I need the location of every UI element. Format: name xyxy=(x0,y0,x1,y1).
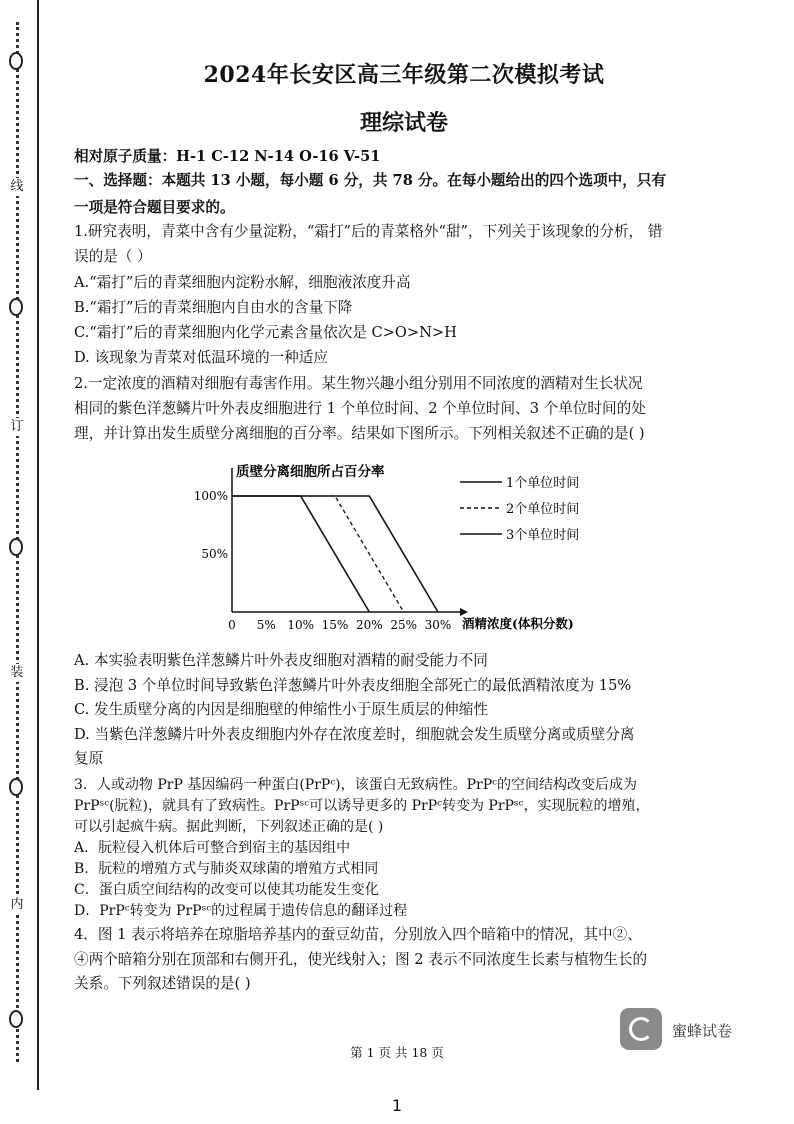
legend-label-2: 2个单位时间 xyxy=(506,502,580,517)
q2-option-a: A. 本实验表明紫色洋葱鳞片叶外表皮细胞对酒精的耐受能力不同 xyxy=(74,652,488,669)
binding-circle-icon xyxy=(9,538,23,556)
atomic-mass-line: 相对原子质量：H-1 C-12 N-14 O-16 V-51 xyxy=(74,148,381,165)
binding-label-ding: 订 xyxy=(6,418,28,436)
watermark-text: 蜜蜂试卷 xyxy=(672,1022,733,1040)
binding-circle-icon xyxy=(9,1010,23,1028)
q2-stem-line2: 相同的紫色洋葱鳞片叶外表皮细胞进行 1 个单位时间、2 个单位时间、3 个单位时间的处 xyxy=(74,400,646,417)
x-tick-label: 15% xyxy=(321,618,349,632)
q3-stem-line2: PrPˢᶜ(朊粒)，就具有了致病性。PrPˢᶜ可以诱导更多的 PrPᶜ转变为 PrPˢᶜ，实现朊粒的增殖， xyxy=(74,798,650,814)
x-axis-arrow-icon xyxy=(460,608,468,616)
q1-option-b: B.“霜打”后的青菜细胞内自由水的含量下降 xyxy=(74,299,353,316)
x-tick-label: 5% xyxy=(256,618,276,632)
q1-option-d: D. 该现象为青菜对低温环境的一种适应 xyxy=(74,349,328,366)
q2-stem-line1: 2.一定浓度的酒精对细胞有毒害作用。某生物兴趣小组分别用不同浓度的酒精对生长状况 xyxy=(74,375,643,392)
q1-option-a: A.“霜打”后的青菜细胞内淀粉水解，细胞液浓度升高 xyxy=(74,274,411,291)
q3-option-d: D．PrPᶜ转变为 PrPˢᶜ的过程属于遗传信息的翻译过程 xyxy=(74,903,408,919)
x-tick-label: 0 xyxy=(228,618,236,632)
q1-option-c: C.“霜打”后的青菜细胞内化学元素含量依次是 C>O>N>H xyxy=(74,324,457,341)
q1-stem-line1: 1.研究表明，青菜中含有少量淀粉，“霜打”后的青菜格外“甜”，下列关于该现象的分析， 错 xyxy=(74,223,663,240)
exam-subtitle: 理综试卷 xyxy=(359,110,448,136)
section-intro-line1: 一、选择题：本题共 13 小题，每小题 6 分，共 78 分。在每小题给出的四个选项中，只有 xyxy=(74,172,667,189)
binding-margin xyxy=(0,0,40,1124)
y-tick-label: 50% xyxy=(201,547,228,561)
binding-label-nei: 内 xyxy=(6,896,28,914)
series-line-3 xyxy=(232,496,369,612)
x-tick-label: 25% xyxy=(390,618,418,632)
y-tick-label: 100% xyxy=(193,489,228,503)
q3-stem-line3: 可以引起疯牛病。据此判断，下列叙述正确的是( ) xyxy=(74,819,384,835)
binding-circle-icon xyxy=(9,52,23,70)
q3-option-c: C．蛋白质空间结构的改变可以使其功能发生变化 xyxy=(74,882,379,898)
binding-circle-icon xyxy=(9,298,23,316)
legend-label-1: 1个单位时间 xyxy=(506,476,580,491)
series-line-2 xyxy=(232,496,404,612)
q2-option-c: C. 发生质壁分离的内因是细胞壁的伸缩性小于原生质层的伸缩性 xyxy=(74,701,488,718)
binding-circle-icon xyxy=(9,778,23,796)
page-number: 1 xyxy=(391,1096,403,1115)
binding-label-xian: 线 xyxy=(6,178,28,196)
q4-stem-line2: ④两个暗箱分别在顶部和右侧开孔，使光线射入；图 2 表示不同浓度生长素与植物生长的 xyxy=(74,951,648,968)
chart-xlabel: 酒精浓度(体积分数) xyxy=(462,616,574,631)
q4-stem-line1: 4．图 1 表示将培养在琼脂培养基内的蚕豆幼苗，分别放入四个暗箱中的情况，其中②、 xyxy=(74,926,642,943)
chart-title: 质壁分离细胞所占百分率 xyxy=(236,464,385,480)
x-tick-label: 20% xyxy=(355,618,383,632)
exam-title: 2024年长安区高三年级第二次模拟考试 xyxy=(203,62,605,88)
section-intro-line2: 一项是符合题目要求的。 xyxy=(74,199,235,216)
q2-option-d-line1: D. 当紫色洋葱鳞片叶外表皮细胞内外存在浓度差时，细胞就会发生质壁分离或质壁分离 xyxy=(74,726,635,743)
q2-stem-line3: 理，并计算出发生质壁分离细胞的百分率。结果如下图所示。下列相关叙述不正确的是( ) xyxy=(74,425,645,442)
q4-stem-line3: 关系。下列叙述错误的是( ) xyxy=(74,975,251,992)
q3-option-a: A．朊粒侵入机体后可整合到宿主的基因组中 xyxy=(74,840,351,856)
q2-option-d-line2: 复原 xyxy=(74,750,104,767)
binding-label-zhuang: 装 xyxy=(6,664,28,682)
q1-stem-line2: 误的是（ ） xyxy=(74,248,152,265)
x-tick-label: 30% xyxy=(424,618,452,632)
page-footer: 第 1 页 共 18 页 xyxy=(350,1045,444,1060)
binding-rule xyxy=(37,0,39,1090)
plasmolysis-chart xyxy=(190,456,620,646)
q3-stem-line1: 3．人或动物 PrP 基因编码一种蛋白(PrPᶜ)，该蛋白无致病性。PrPᶜ的空间结构改变后成为 xyxy=(74,777,638,793)
q3-option-b: B．朊粒的增殖方式与肺炎双球菌的增殖方式相同 xyxy=(74,861,379,877)
q2-option-b: B. 浸泡 3 个单位时间导致紫色洋葱鳞片叶外表皮细胞全部死亡的最低酒精浓度为 15% xyxy=(74,677,632,694)
x-tick-label: 10% xyxy=(287,618,315,632)
legend-label-3: 3个单位时间 xyxy=(506,528,580,543)
